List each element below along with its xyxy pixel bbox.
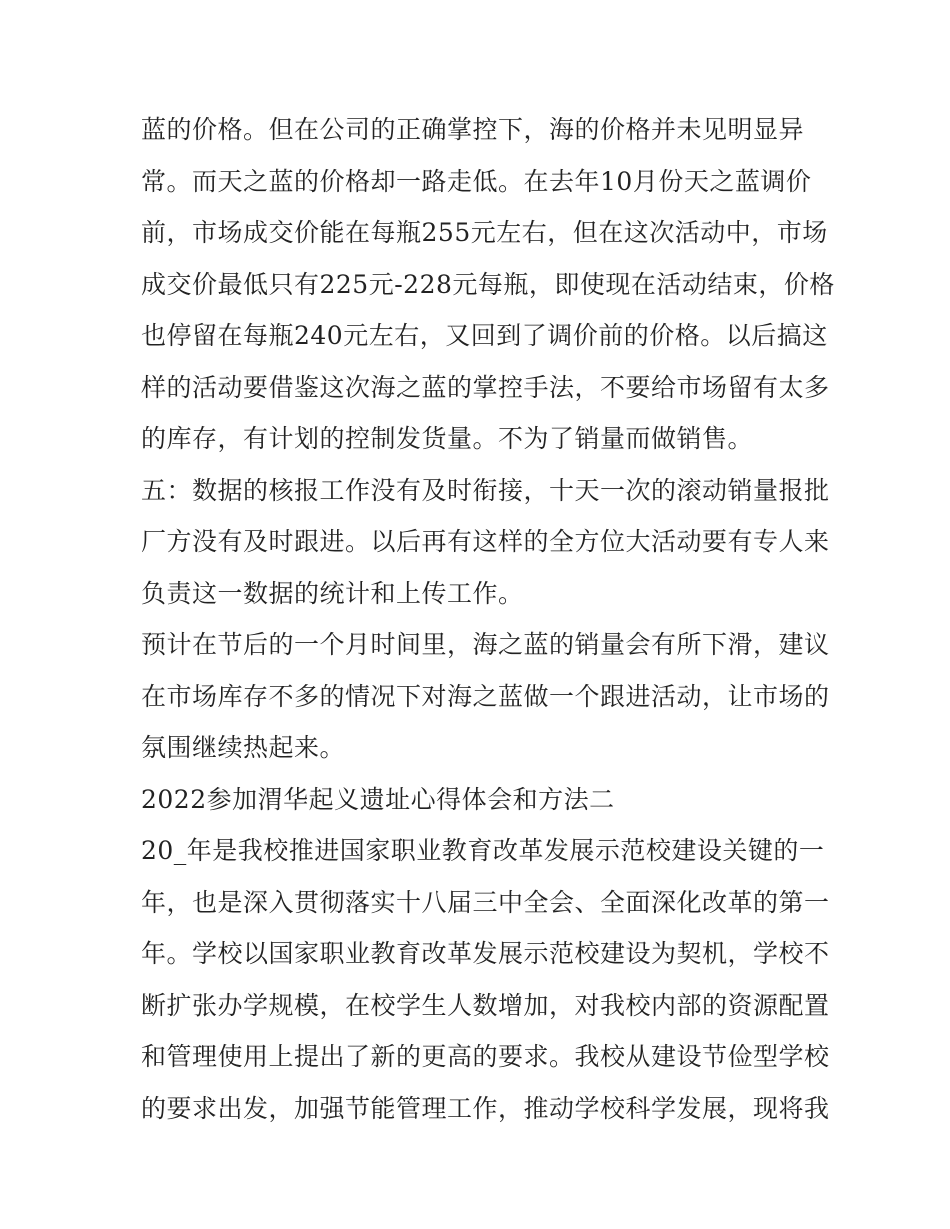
forecast-line: 预计在节后的一个月时间里，海之蓝的销量会有所下滑，建议 [141,630,830,659]
section-five-line: 五：数据的核报工作没有及时衔接，十天一次的滚动销量报批 [141,475,830,505]
text-line: 20_年是我校推进国家职业教育改革发展示范校建设关键的一 [141,836,825,865]
text-line: 成交价最低只有225元-228元每瓶，即使现在活动结束，价格 [141,269,835,299]
text-line: 样的活动要借鉴这次海之蓝的掌控手法，不要给市场留有太多 [141,372,830,402]
text-line: 也停留在每瓶240元左右，又回到了调价前的价格。以后搞这 [141,321,828,350]
text-line: 厂方没有及时跟进。以后再有这样的全方位大活动要有专人来 [141,527,830,556]
text-line: 氛围继续热起来。 [141,733,346,762]
text-line: 的要求出发，加强节能管理工作，推动学校科学发展，现将我 [141,1093,830,1123]
text-line: 常。而天之蓝的价格却一路走低。在去年10月份天之蓝调价 [141,166,812,196]
body-text [141,104,835,1134]
text-line: 在市场库存不多的情况下对海之蓝做一个跟进活动，让市场的 [141,681,830,711]
text-line: 和管理使用上提出了新的更高的要求。我校从建设节俭型学校 [141,1042,830,1071]
text-line: 前，市场成交价能在每瓶255元左右，但在这次活动中，市场 [141,218,828,247]
section-title: 2022参加渭华起义遗址心得体会和方法二 [141,784,615,814]
text-line: 年，也是深入贯彻落实十八届三中全会、全面深化改革的第一 [141,887,830,917]
text-line: 负责这一数据的统计和上传工作。 [141,578,524,608]
text-line: 的库存，有计划的控制发货量。不为了销量而做销售。 [141,424,754,453]
text-line: 蓝的价格。但在公司的正确掌控下，海的价格并未见明显异 [141,115,805,144]
text-line: 断扩张办学规模，在校学生人数增加，对我校内部的资源配置 [141,990,830,1020]
text-line: 年。学校以国家职业教育改革发展示范校建设为契机，学校不 [141,939,830,968]
